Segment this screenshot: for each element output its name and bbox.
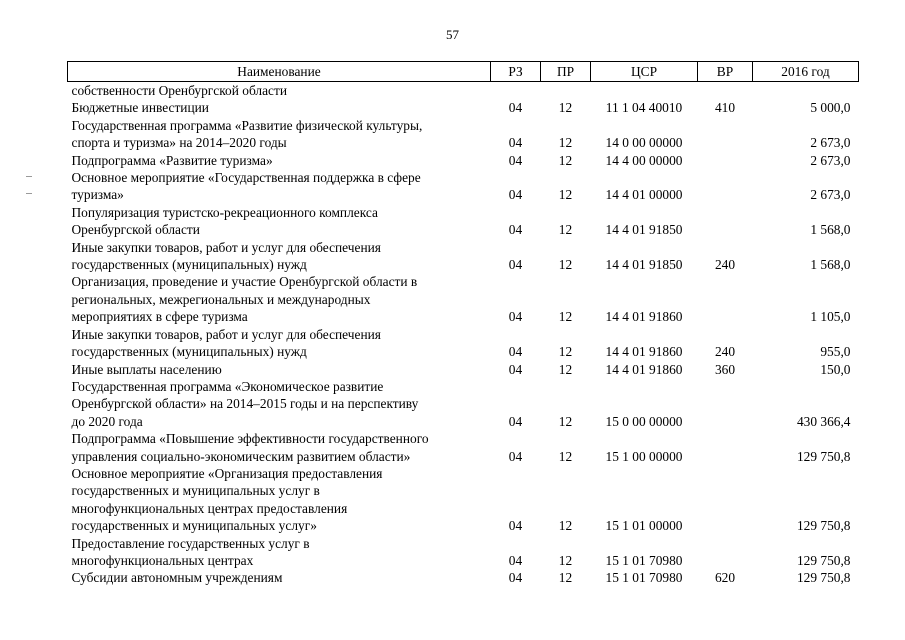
cell-rz: 04 bbox=[508, 135, 523, 151]
cell-rz: 04 bbox=[508, 152, 523, 168]
cell-csr: 14 4 00 00000 bbox=[605, 152, 683, 168]
cell-sum: 129 750,8 bbox=[796, 570, 851, 586]
cell-name: Предоставление государственных услуг в многофункциональных центрах bbox=[71, 535, 310, 568]
scan-mark bbox=[26, 176, 32, 177]
table-row bbox=[68, 152, 859, 169]
cell-pr: 12 bbox=[558, 309, 573, 325]
cell-vr bbox=[698, 273, 753, 325]
header-rz: РЗ bbox=[491, 62, 541, 82]
table-row bbox=[68, 361, 859, 378]
table-row bbox=[68, 204, 859, 239]
cell-rz: 04 bbox=[508, 222, 523, 238]
cell-pr: 12 bbox=[558, 344, 573, 360]
cell-vr: 620 bbox=[714, 570, 736, 586]
cell-name: Государственная программа «Экономическое развитие Оренбургской области» на 2014–2015 годы и на перспективу до 2020 года bbox=[71, 378, 419, 429]
cell-rz: 04 bbox=[508, 552, 523, 568]
table-row bbox=[68, 169, 859, 204]
cell-sum: 129 750,8 bbox=[796, 448, 851, 464]
cell-csr: 14 4 01 91850 bbox=[605, 257, 683, 273]
table-body bbox=[68, 82, 859, 587]
cell-name: Государственная программа «Развитие физической культуры, спорта и туризма» на 2014–2020 годы bbox=[71, 117, 423, 151]
header-name: Наименование bbox=[68, 62, 491, 82]
cell-rz: 04 bbox=[508, 187, 523, 203]
table-row bbox=[68, 117, 859, 152]
cell-vr: 240 bbox=[714, 344, 736, 360]
cell-csr: 15 1 01 00000 bbox=[605, 518, 683, 534]
cell-rz: 04 bbox=[508, 413, 523, 429]
cell-csr: 14 0 00 00000 bbox=[605, 135, 683, 151]
cell-sum: 1 568,0 bbox=[810, 222, 851, 238]
table-row bbox=[68, 378, 859, 430]
cell-name: Бюджетные инвестиции bbox=[71, 100, 209, 116]
cell-sum: 2 673,0 bbox=[810, 135, 851, 151]
cell-pr bbox=[541, 82, 591, 100]
cell-csr: 15 0 00 00000 bbox=[605, 413, 683, 429]
cell-rz bbox=[491, 82, 541, 100]
table-row bbox=[68, 273, 859, 325]
cell-vr bbox=[698, 535, 753, 570]
cell-rz: 04 bbox=[508, 344, 523, 360]
cell-vr bbox=[698, 204, 753, 239]
cell-pr: 12 bbox=[558, 413, 573, 429]
cell-csr: 14 4 01 91860 bbox=[605, 361, 683, 377]
cell-rz: 04 bbox=[508, 257, 523, 273]
cell-name: Иные выплаты населению bbox=[71, 361, 222, 377]
cell-name: Иные закупки товаров, работ и услуг для обеспечения государственных (муниципальных) нужд bbox=[71, 239, 381, 273]
cell-pr: 12 bbox=[558, 100, 573, 116]
cell-pr: 12 bbox=[558, 222, 573, 238]
cell-name: Подпрограмма «Повышение эффективности государственного управления социально-экономическим развитием области» bbox=[71, 431, 429, 464]
cell-vr bbox=[698, 430, 753, 465]
cell-sum: 2 673,0 bbox=[810, 152, 851, 168]
cell-rz: 04 bbox=[508, 570, 523, 586]
cell-sum: 5 000,0 bbox=[810, 100, 851, 116]
cell-pr: 12 bbox=[558, 518, 573, 534]
table-row bbox=[68, 569, 859, 586]
table-row bbox=[68, 465, 859, 535]
cell-sum: 955,0 bbox=[820, 344, 851, 360]
cell-rz: 04 bbox=[508, 361, 523, 377]
cell-pr: 12 bbox=[558, 187, 573, 203]
cell-vr bbox=[698, 82, 753, 100]
cell-name: Подпрограмма «Развитие туризма» bbox=[71, 152, 273, 168]
cell-pr: 12 bbox=[558, 152, 573, 168]
cell-pr: 12 bbox=[558, 570, 573, 586]
cell-name: Иные закупки товаров, работ и услуг для обеспечения государственных (муниципальных) нужд bbox=[71, 326, 381, 360]
budget-table bbox=[67, 61, 859, 587]
cell-sum: 129 750,8 bbox=[796, 552, 851, 568]
cell-sum: 1 568,0 bbox=[810, 257, 851, 273]
cell-name: Основное мероприятие «Организация предоставления государственных и муниципальных услуг в многофункциональных центрах предоставления государственных и муниципальных услуг» bbox=[71, 465, 383, 534]
cell-vr: 360 bbox=[714, 361, 736, 377]
cell-csr: 14 4 01 91860 bbox=[605, 344, 683, 360]
table-row bbox=[68, 99, 859, 116]
header-csr: ЦСР bbox=[591, 62, 698, 82]
cell-vr bbox=[698, 152, 753, 169]
cell-csr: 15 1 01 70980 bbox=[605, 570, 683, 586]
cell-sum: 2 673,0 bbox=[810, 187, 851, 203]
cell-csr: 14 4 01 91860 bbox=[605, 309, 683, 325]
cell-sum bbox=[753, 82, 859, 100]
table-row bbox=[68, 326, 859, 361]
cell-sum: 430 366,4 bbox=[796, 413, 851, 429]
cell-name: Основное мероприятие «Государственная поддержка в сфере туризма» bbox=[71, 170, 421, 203]
cell-rz: 04 bbox=[508, 100, 523, 116]
table-row bbox=[68, 535, 859, 570]
cell-sum: 150,0 bbox=[820, 361, 851, 377]
cell-vr bbox=[698, 378, 753, 430]
cell-pr: 12 bbox=[558, 257, 573, 273]
cell-csr bbox=[591, 82, 698, 100]
cell-name: собственности Оренбургской области bbox=[71, 83, 288, 98]
cell-pr: 12 bbox=[558, 552, 573, 568]
cell-name: Популяризация туристско-рекреационного комплекса Оренбургской области bbox=[71, 204, 378, 238]
cell-rz: 04 bbox=[508, 309, 523, 325]
header-pr: ПР bbox=[541, 62, 591, 82]
cell-csr: 14 4 01 00000 bbox=[605, 187, 683, 203]
cell-pr: 12 bbox=[558, 448, 573, 464]
header-year: 2016 год bbox=[753, 62, 859, 82]
cell-rz: 04 bbox=[508, 518, 523, 534]
cell-rz: 04 bbox=[508, 448, 523, 464]
header-row bbox=[68, 62, 859, 82]
scan-mark bbox=[26, 193, 32, 194]
cell-vr bbox=[698, 465, 753, 535]
cell-name: Организация, проведение и участие Оренбургской области в региональных, межрегиональных и международных мероприятиях в сфере туризма bbox=[71, 274, 418, 325]
cell-vr: 240 bbox=[714, 257, 736, 273]
table-row bbox=[68, 82, 859, 100]
table-row bbox=[68, 239, 859, 274]
cell-pr: 12 bbox=[558, 135, 573, 151]
cell-csr: 15 1 00 00000 bbox=[605, 448, 683, 464]
cell-sum: 129 750,8 bbox=[796, 518, 851, 534]
cell-name: Субсидии автономным учреждениям bbox=[71, 570, 283, 586]
cell-csr: 15 1 01 70980 bbox=[605, 552, 683, 568]
cell-pr: 12 bbox=[558, 361, 573, 377]
cell-sum: 1 105,0 bbox=[810, 309, 851, 325]
header-vr: ВР bbox=[698, 62, 753, 82]
cell-vr: 410 bbox=[714, 100, 736, 116]
cell-vr bbox=[698, 169, 753, 204]
page-number: 57 bbox=[446, 27, 459, 42]
cell-csr: 14 4 01 91850 bbox=[605, 222, 683, 238]
cell-csr: 11 1 04 40010 bbox=[605, 100, 683, 116]
table-header bbox=[68, 62, 859, 82]
table-row bbox=[68, 430, 859, 465]
cell-vr bbox=[698, 117, 753, 152]
